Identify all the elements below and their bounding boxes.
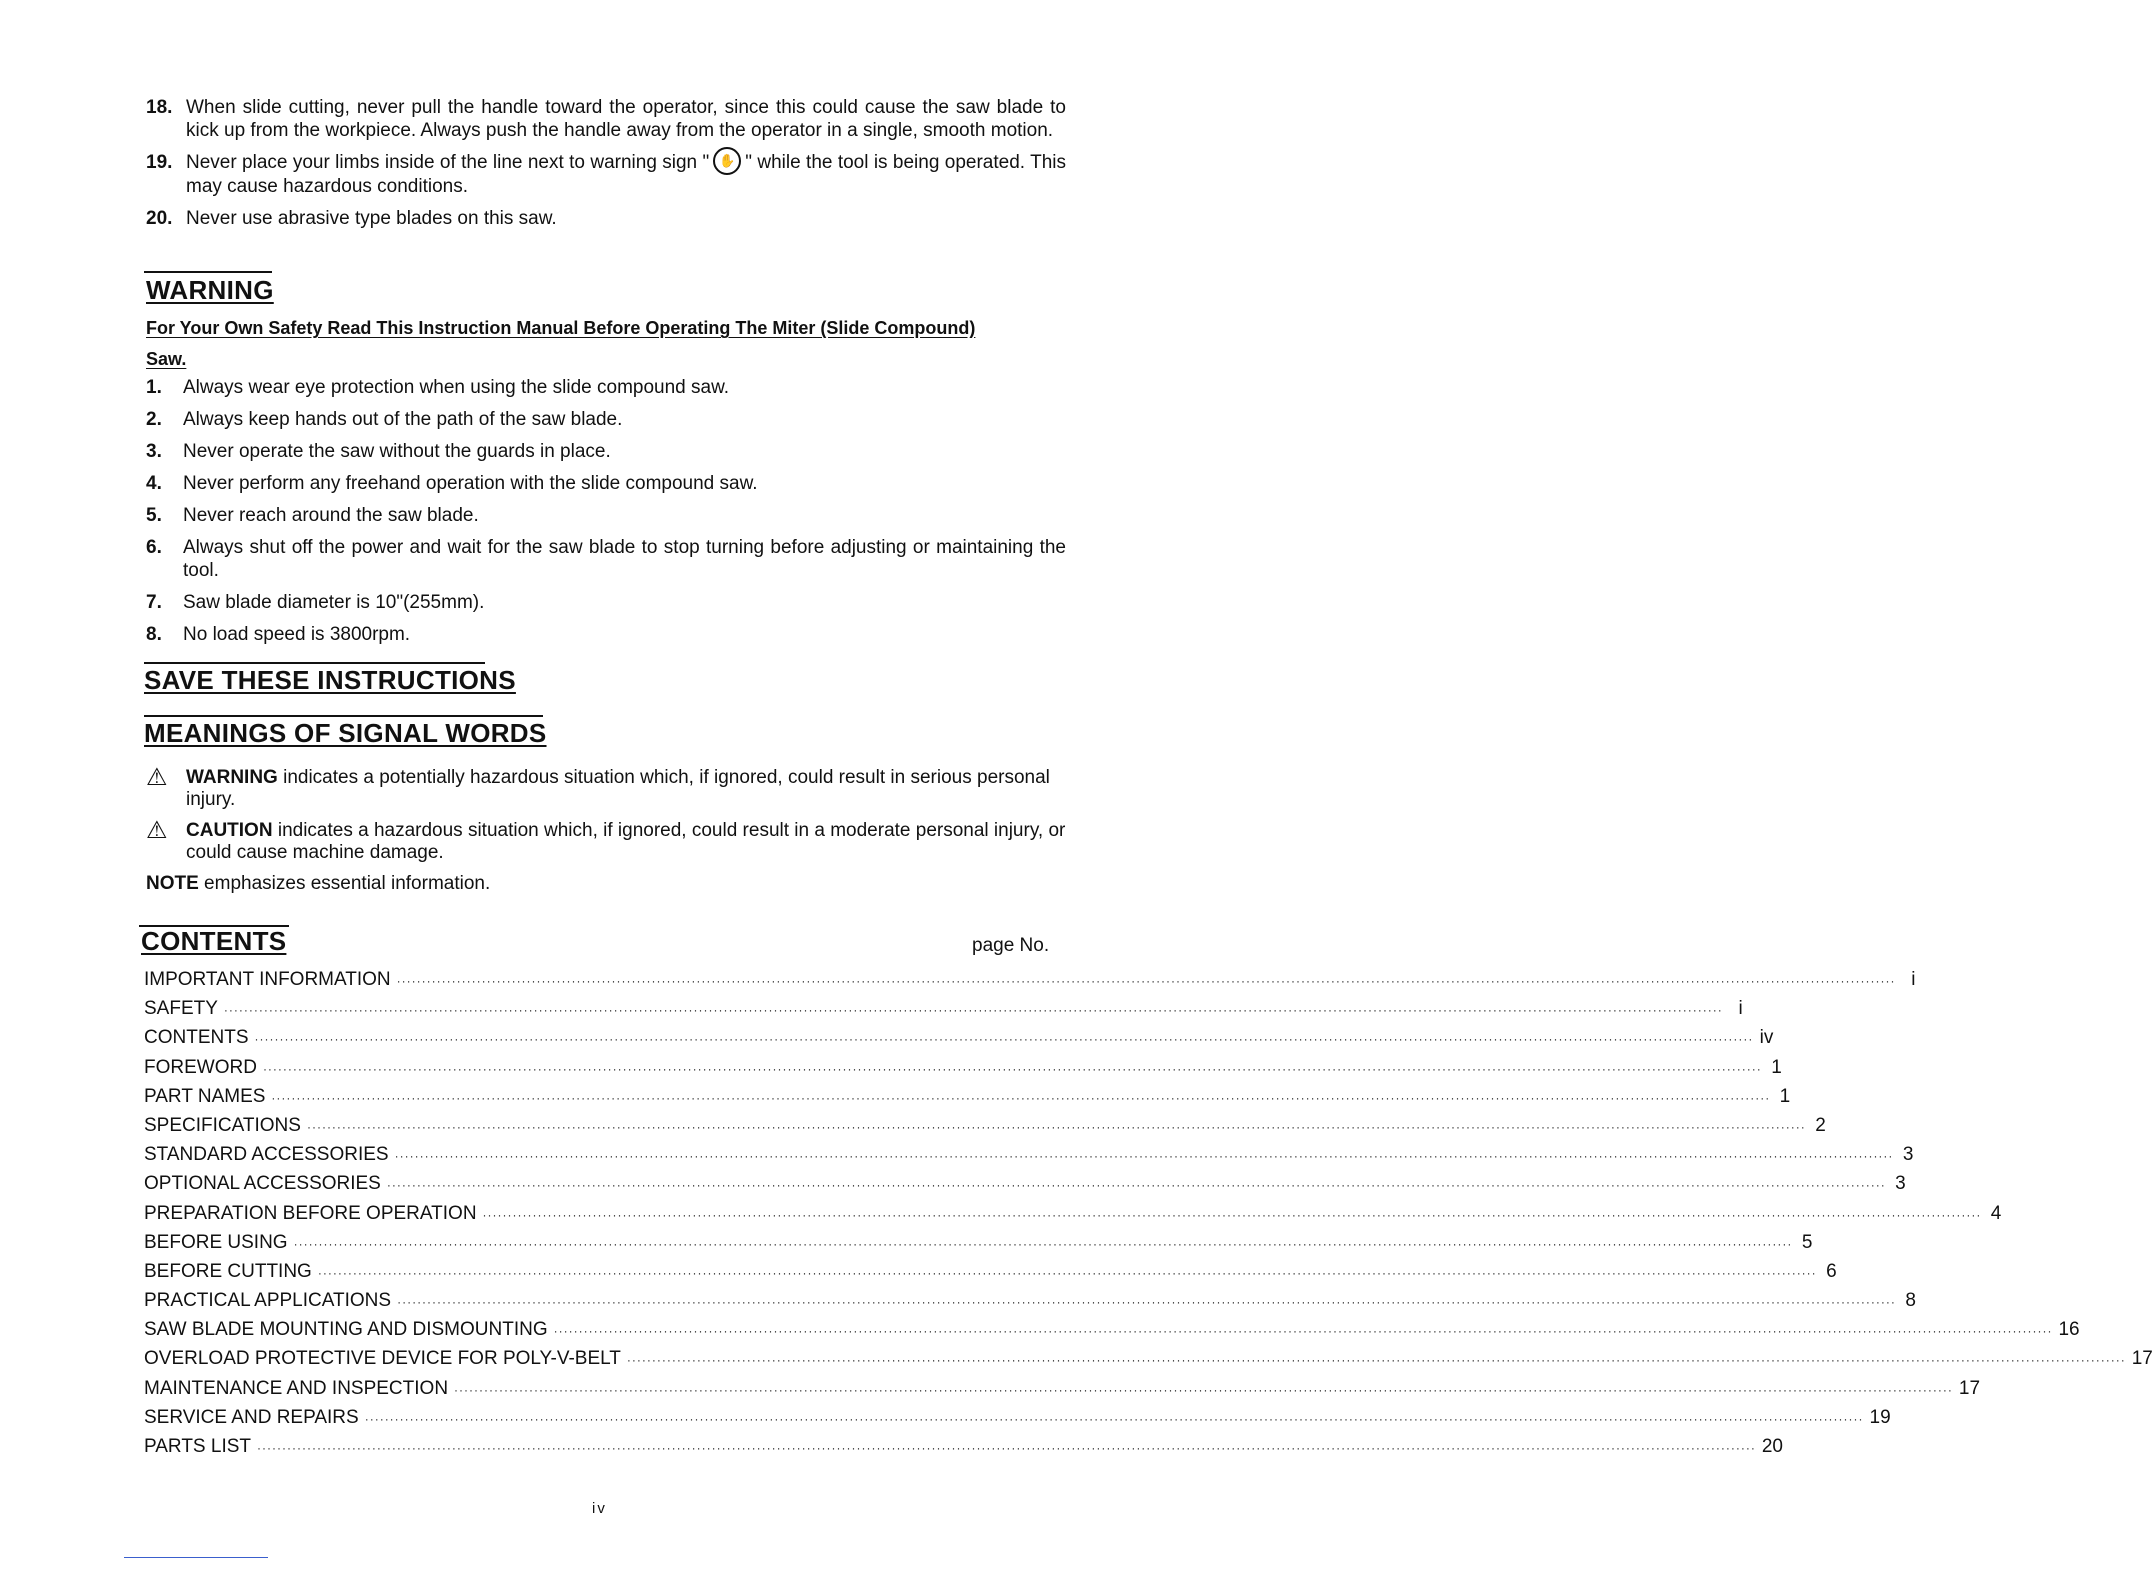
item-text: Never operate the saw without the guards in place.: [183, 441, 611, 462]
toc-leader: ············································································································································································································································································································: [454, 1382, 1953, 1397]
toc-title: PARTS LIST: [144, 1436, 251, 1457]
item-number: 3.: [146, 441, 162, 462]
toc-page: 1: [1771, 1056, 1782, 1078]
item-text: Saw blade diameter is 10"(255mm).: [183, 592, 485, 613]
item-text: No load speed is 3800rpm.: [183, 624, 411, 645]
footnote-rule: [124, 1557, 268, 1558]
toc-leader: ············································································································································································································································································································: [386, 1178, 1886, 1193]
toc-page: 19: [1869, 1406, 1891, 1428]
list-item: [146, 504, 1066, 527]
toc-row: [144, 1114, 1826, 1144]
item-number: 4.: [146, 473, 162, 494]
toc-page: 3: [1895, 1173, 1906, 1195]
heading-overline: [144, 271, 272, 273]
toc-leader: ············································································································································································································································································································: [364, 1411, 1864, 1426]
item-text: [186, 151, 1066, 198]
heading-overline: [144, 715, 543, 717]
toc-page: 6: [1826, 1260, 1837, 1282]
list-item: [146, 96, 1066, 142]
signal-word: CAUTION: [186, 820, 273, 841]
toc-page: 5: [1801, 1231, 1813, 1253]
toc-title: PART NAMES: [144, 1085, 266, 1107]
toc-row: [144, 1406, 1891, 1436]
signal-item-warning: [146, 764, 1066, 811]
toc-title: SAFETY: [144, 998, 218, 1020]
item-text-before: Never place your limbs inside of the line next to warning sign ": [186, 152, 710, 174]
signal-item-note: [146, 873, 1066, 895]
toc-title: BEFORE USING: [144, 1231, 288, 1253]
signal-words-heading: MEANINGS OF SIGNAL WORDS: [144, 718, 547, 748]
item-text: Always shut off the power and wait for the saw blade to stop turning before adjusting or maintaining the tool.: [183, 537, 1066, 581]
warning-subheading: For Your Own Safety Read This Instruction Manual Before Operating The Miter (Slide Compound) Saw.: [146, 318, 976, 369]
toc-row: [144, 1056, 1782, 1086]
toc-title: FOREWORD: [144, 1056, 257, 1078]
list-item: [146, 408, 1066, 431]
toc-leader: ············································································································································································································································································································: [482, 1207, 1982, 1222]
item-text-after: " while the tool is being operated. This may cause hazardous conditions.: [186, 152, 1066, 197]
list-item: [146, 472, 1066, 495]
item-text: Never reach around the saw blade.: [183, 505, 479, 526]
signal-description: indicates a hazardous situation which, if ignored, could result in a moderate personal injury, or could cause machine damage.: [186, 820, 1066, 863]
signal-item-caution: [146, 817, 1066, 864]
signal-words-list: [146, 764, 1066, 904]
toc-leader: ············································································································································································································································································································: [394, 1149, 1894, 1164]
item-number: 5.: [146, 505, 162, 526]
toc-leader: ············································································································································································································································································································: [271, 1090, 1771, 1105]
toc-row: [144, 1144, 1914, 1173]
toc-leader: ············································································································································································································································································································: [317, 1265, 1817, 1280]
toc-title: STANDARD ACCESSORIES: [144, 1144, 389, 1166]
toc-page: 4: [1990, 1202, 2002, 1224]
heading-overline: [144, 662, 485, 664]
save-instructions-heading: SAVE THESE INSTRUCTIONS: [144, 665, 516, 695]
toc-page: 17: [1958, 1377, 1981, 1399]
item-text: Never use abrasive type blades on this saw.: [186, 208, 557, 229]
note-description: emphasizes essential information.: [198, 873, 491, 894]
signal-description: indicates a potentially hazardous situation which, if ignored, could result in serious personal injury.: [186, 767, 1050, 810]
signal-text: [146, 873, 490, 895]
list-item: [146, 440, 1066, 463]
item-text: Never perform any freehand operation with the slide compound saw.: [183, 473, 758, 494]
toc-title: SERVICE AND REPAIRS: [144, 1406, 359, 1428]
item-number: 19.: [146, 152, 173, 173]
toc-row: [144, 1027, 1774, 1056]
toc-title: MAINTENANCE AND INSPECTION: [144, 1377, 449, 1399]
toc-row: [144, 1231, 1813, 1261]
list-item: [146, 376, 1066, 399]
page-number-label: page No.: [972, 935, 1050, 956]
toc-row: [144, 1085, 1791, 1115]
list-item: [146, 536, 1066, 582]
item-number: 20.: [146, 208, 173, 229]
signal-text: [186, 767, 1066, 811]
toc-title: BEFORE CUTTING: [144, 1260, 312, 1282]
toc-page: i: [1911, 969, 1916, 990]
toc-row: [144, 1377, 1981, 1407]
toc-row: [144, 1319, 2080, 1348]
toc-page: 8: [1905, 1290, 1916, 1312]
toc-page: 3: [1902, 1144, 1914, 1166]
warning-triangle-icon: ⚠: [146, 817, 168, 844]
toc-title: CONTENTS: [144, 1027, 249, 1049]
signal-text: [186, 820, 1066, 864]
toc-leader: ············································································································································································································································································································: [397, 1295, 1896, 1310]
item-number: 18.: [146, 97, 173, 118]
toc-page: 2: [1815, 1114, 1826, 1136]
toc-page: i: [1738, 998, 1743, 1020]
list-item: [146, 151, 1066, 198]
toc-leader: ············································································································································································································································································································: [396, 974, 1896, 988]
toc-row: [144, 1202, 2002, 1232]
item-text: When slide cutting, never pull the handle toward the operator, since this could cause the saw blade to kick up from the workpiece. Always push the handle away from the operator in a single, smooth motion.: [186, 97, 1066, 141]
toc-leader: ············································································································································································································································································································: [553, 1324, 2053, 1339]
toc-page: 17: [2131, 1348, 2153, 1370]
toc-title: SPECIFICATIONS: [144, 1114, 301, 1136]
list-item: [146, 623, 1066, 646]
toc-leader: ············································································································································································································································································································: [306, 1119, 1806, 1134]
toc-title: OVERLOAD PROTECTIVE DEVICE FOR POLY-V-BELT: [144, 1348, 621, 1370]
toc-page: 20: [1761, 1436, 1783, 1457]
table-of-contents: [144, 969, 2153, 1465]
toc-leader: ············································································································································································································································································································: [223, 1003, 1723, 1018]
item-number: 8.: [146, 624, 162, 645]
toc-leader: ············································································································································································································································································································: [262, 1061, 1762, 1076]
warning-list: [146, 376, 1066, 655]
item-text: Always wear eye protection when using the slide compound saw.: [183, 377, 730, 398]
note-word: NOTE: [146, 873, 199, 894]
item-text: Always keep hands out of the path of the saw blade.: [183, 409, 623, 430]
list-item: [146, 591, 1066, 614]
toc-leader: ············································································································································································································································································································: [293, 1236, 1793, 1251]
contents-heading: CONTENTS: [141, 926, 287, 956]
toc-title: SAW BLADE MOUNTING AND DISMOUNTING: [144, 1319, 548, 1341]
signal-word: WARNING: [186, 767, 278, 788]
toc-row: [144, 998, 1743, 1027]
toc-title: IMPORTANT INFORMATION: [144, 969, 391, 990]
toc-row: [144, 1348, 2153, 1377]
warning-triangle-icon: ⚠: [146, 764, 168, 791]
list-item: [146, 207, 1066, 230]
safety-items-continued: [146, 96, 1066, 239]
item-number: 7.: [146, 592, 162, 613]
toc-row: [144, 1436, 1783, 1465]
toc-leader: ············································································································································································································································································································: [254, 1032, 1754, 1047]
toc-title: PREPARATION BEFORE OPERATION: [144, 1202, 477, 1224]
toc-leader: ············································································································································································································································································································: [626, 1353, 2126, 1368]
toc-row: [144, 1260, 1837, 1290]
item-number: 2.: [146, 409, 162, 430]
toc-row: [144, 969, 1916, 998]
toc-leader: ············································································································································································································································································································: [257, 1441, 1756, 1455]
toc-page: iv: [1759, 1027, 1774, 1049]
toc-row: [144, 1173, 1906, 1202]
toc-title: PRACTICAL APPLICATIONS: [144, 1290, 392, 1312]
toc-row: [144, 1290, 1916, 1319]
toc-page: 1: [1779, 1085, 1791, 1107]
page-number: iv: [592, 1500, 607, 1517]
warning-heading: WARNING: [146, 275, 274, 305]
item-number: 1.: [146, 377, 162, 398]
toc-title: OPTIONAL ACCESSORIES: [144, 1173, 381, 1195]
item-number: 6.: [146, 537, 162, 558]
toc-page: 16: [2058, 1319, 2080, 1341]
no-hand-warning-sign-icon: ✋: [713, 147, 741, 175]
